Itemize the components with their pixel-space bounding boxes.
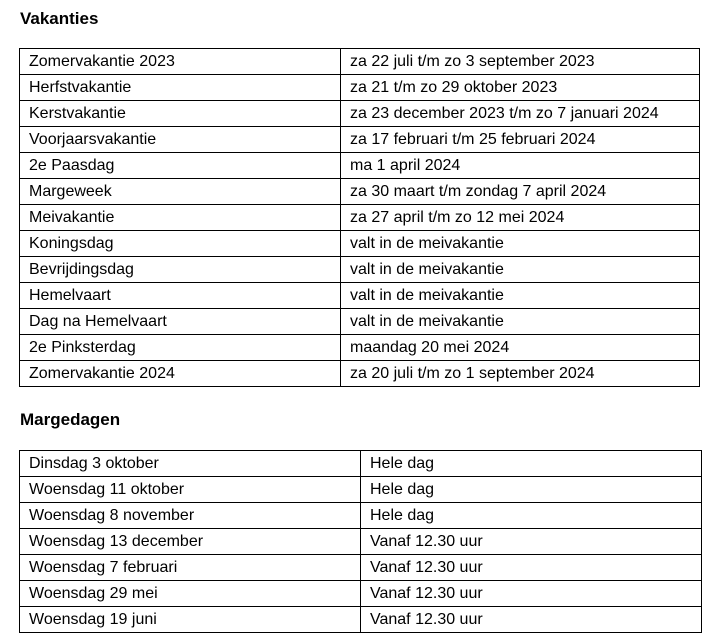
- margedag-time-cell: Hele dag: [361, 503, 702, 529]
- margedagen-heading: Margedagen: [20, 410, 121, 429]
- vakantie-period-cell: za 21 t/m zo 29 oktober 2023: [341, 75, 700, 101]
- table-row: [20, 101, 700, 127]
- margedag-date-cell: Woensdag 8 november: [20, 503, 361, 529]
- margedag-date-cell: Woensdag 11 oktober: [20, 477, 361, 503]
- vakantie-period-cell: valt in de meivakantie: [341, 283, 700, 309]
- vakantie-name-cell: Zomervakantie 2024: [20, 361, 341, 387]
- table-row: [20, 283, 700, 309]
- vakantie-name-cell: Margeweek: [20, 179, 341, 205]
- margedagen-table-body: [20, 451, 702, 633]
- table-row: [20, 503, 702, 529]
- vakantie-name-cell: Herfstvakantie: [20, 75, 341, 101]
- table-row: [20, 127, 700, 153]
- table-row: [20, 581, 702, 607]
- table-row: [20, 335, 700, 361]
- vakantie-period-cell: valt in de meivakantie: [341, 257, 700, 283]
- margedag-time-cell: Hele dag: [361, 451, 702, 477]
- margedag-time-cell: Vanaf 12.30 uur: [361, 555, 702, 581]
- vakantie-name-cell: Kerstvakantie: [20, 101, 341, 127]
- vakantie-name-cell: Dag na Hemelvaart: [20, 309, 341, 335]
- margedag-date-cell: Woensdag 7 februari: [20, 555, 361, 581]
- vakanties-table: [19, 48, 700, 387]
- vakantie-period-cell: za 30 maart t/m zondag 7 april 2024: [341, 179, 700, 205]
- table-row: [20, 257, 700, 283]
- table-row: [20, 179, 700, 205]
- vakantie-period-cell: za 23 december 2023 t/m zo 7 januari 2024: [341, 101, 700, 127]
- vakantie-period-cell: za 27 april t/m zo 12 mei 2024: [341, 205, 700, 231]
- vakantie-period-cell: valt in de meivakantie: [341, 309, 700, 335]
- margedag-time-cell: Hele dag: [361, 477, 702, 503]
- table-row: [20, 205, 700, 231]
- margedag-time-cell: Vanaf 12.30 uur: [361, 607, 702, 633]
- table-row: [20, 309, 700, 335]
- table-row: [20, 451, 702, 477]
- margedag-date-cell: Woensdag 13 december: [20, 529, 361, 555]
- vakantie-period-cell: ma 1 april 2024: [341, 153, 700, 179]
- vakantie-name-cell: 2e Pinksterdag: [20, 335, 341, 361]
- table-row: [20, 607, 702, 633]
- vakantie-name-cell: Hemelvaart: [20, 283, 341, 309]
- table-row: [20, 529, 702, 555]
- table-row: [20, 231, 700, 257]
- vakantie-name-cell: Meivakantie: [20, 205, 341, 231]
- margedag-date-cell: Woensdag 19 juni: [20, 607, 361, 633]
- vakantie-period-cell: za 20 juli t/m zo 1 september 2024: [341, 361, 700, 387]
- vakantie-name-cell: Koningsdag: [20, 231, 341, 257]
- vakantie-name-cell: 2e Paasdag: [20, 153, 341, 179]
- table-row: [20, 153, 700, 179]
- table-row: [20, 555, 702, 581]
- vakantie-period-cell: valt in de meivakantie: [341, 231, 700, 257]
- vakantie-name-cell: Zomervakantie 2023: [20, 49, 341, 75]
- margedagen-table: [19, 450, 702, 633]
- vakantie-period-cell: maandag 20 mei 2024: [341, 335, 700, 361]
- vakantie-period-cell: za 22 juli t/m zo 3 september 2023: [341, 49, 700, 75]
- vakantie-name-cell: Voorjaarsvakantie: [20, 127, 341, 153]
- vakanties-table-body: [20, 49, 700, 387]
- margedag-time-cell: Vanaf 12.30 uur: [361, 581, 702, 607]
- table-row: [20, 75, 700, 101]
- table-row: [20, 361, 700, 387]
- margedag-time-cell: Vanaf 12.30 uur: [361, 529, 702, 555]
- vakantie-name-cell: Bevrijdingsdag: [20, 257, 341, 283]
- margedag-date-cell: Dinsdag 3 oktober: [20, 451, 361, 477]
- vakanties-heading: Vakanties: [20, 9, 99, 28]
- table-row: [20, 477, 702, 503]
- vakantie-period-cell: za 17 februari t/m 25 februari 2024: [341, 127, 700, 153]
- margedag-date-cell: Woensdag 29 mei: [20, 581, 361, 607]
- table-row: [20, 49, 700, 75]
